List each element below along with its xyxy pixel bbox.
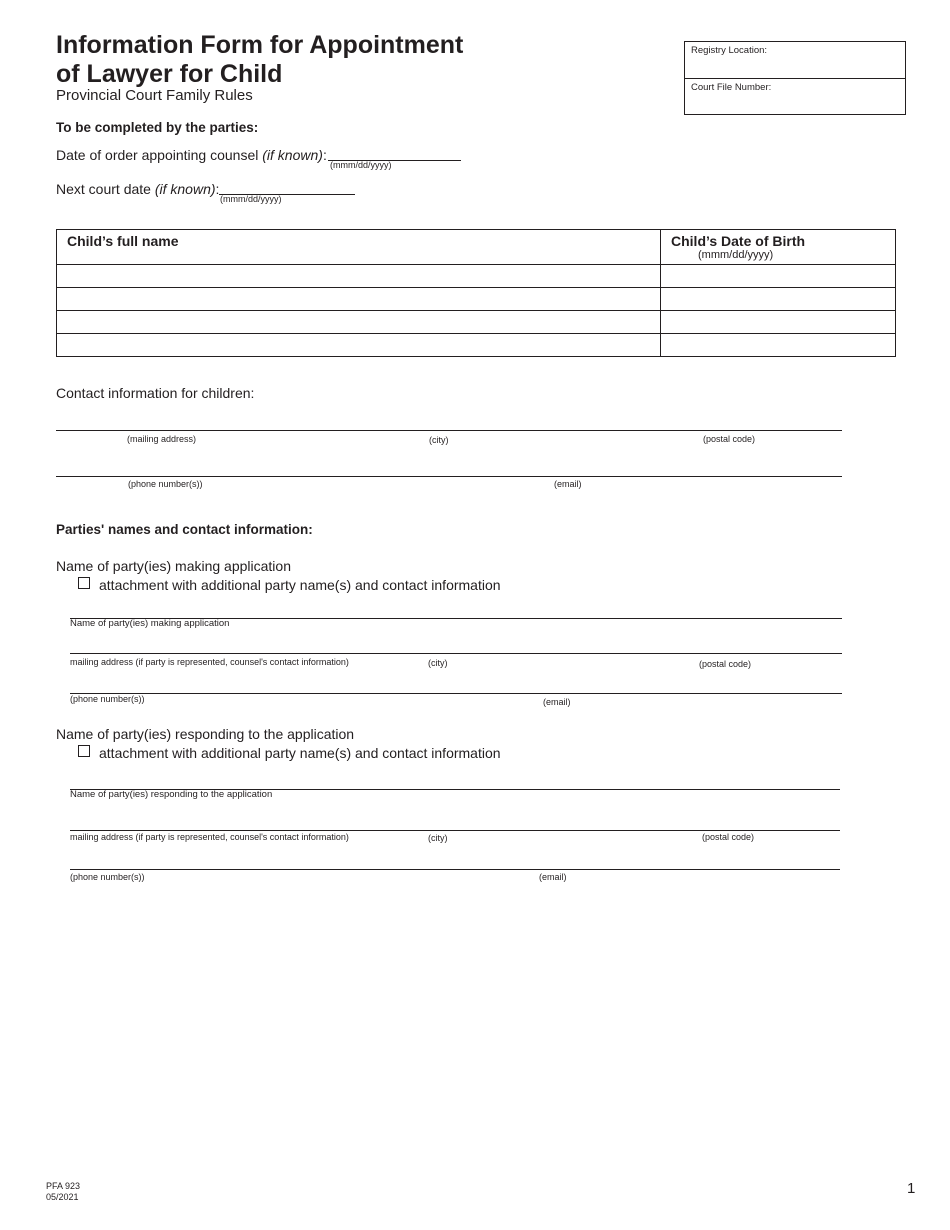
applicant-mailing-address-label: mailing address (if party is represented, counsel's contact information) <box>70 657 349 667</box>
order-date-label <box>56 147 327 163</box>
child-name-cell[interactable] <box>57 334 661 357</box>
respondent-phone-label: (phone number(s)) <box>70 872 145 882</box>
court-file-number-label: Court File Number: <box>691 82 772 93</box>
form-date: 05/2021 <box>46 1192 79 1202</box>
title-line-1: Information Form for Appointment <box>56 31 464 59</box>
registry-location-field[interactable] <box>685 42 905 79</box>
next-court-date-format-hint: (mmm/dd/yyyy) <box>220 194 282 204</box>
order-date-label-italic: (if known) <box>262 147 323 163</box>
children-contact-heading: Contact information for children: <box>56 385 255 401</box>
page-title <box>56 31 463 89</box>
children-postal-code-label: (postal code) <box>703 434 756 444</box>
applicant-phone-label: (phone number(s)) <box>70 694 145 704</box>
order-date-label-colon: : <box>322 147 327 163</box>
child-dob-header-text: Child’s Date of Birth <box>671 233 806 249</box>
child-name-header <box>57 230 661 265</box>
applicant-postal-code-label: (postal code) <box>699 659 752 669</box>
next-court-date-label-colon: : <box>215 181 220 197</box>
respondent-phone-email-input[interactable] <box>70 869 840 870</box>
page-number: 1 <box>907 1180 916 1197</box>
children-table-header <box>57 230 896 265</box>
child-name-header-text: Child’s full name <box>67 233 179 249</box>
table-row <box>57 288 896 311</box>
applicant-name-field-label: Name of party(ies) making application <box>70 618 230 629</box>
applicant-phone-email-input[interactable] <box>70 693 842 694</box>
respondent-email-label: (email) <box>539 872 567 882</box>
children-table <box>56 229 896 357</box>
children-phone-email-input[interactable] <box>56 476 842 477</box>
child-dob-cell[interactable] <box>661 334 896 357</box>
child-dob-format-hint: (mmm/dd/yyyy) <box>698 249 774 261</box>
registry-box <box>684 41 906 115</box>
applicant-city-label: (city) <box>428 658 448 668</box>
next-court-date-label <box>56 181 219 197</box>
children-email-label: (email) <box>554 479 582 489</box>
respondent-mailing-address-label: mailing address (if party is represented, counsel's contact information) <box>70 832 349 842</box>
child-name-cell[interactable] <box>57 288 661 311</box>
child-dob-header <box>661 230 896 265</box>
parties-completion-heading: To be completed by the parties: <box>56 120 259 135</box>
form-code: PFA 923 <box>46 1181 81 1191</box>
children-phone-label: (phone number(s)) <box>128 479 203 489</box>
page-subtitle: Provincial Court Family Rules <box>56 87 253 104</box>
parties-contact-heading: Parties' names and contact information: <box>56 522 313 537</box>
child-name-cell[interactable] <box>57 265 661 288</box>
respondent-city-label: (city) <box>428 833 448 843</box>
respondent-attachment-checkbox[interactable] <box>78 745 90 757</box>
registry-location-label: Registry Location: <box>691 45 768 56</box>
applicant-email-label: (email) <box>543 697 571 707</box>
child-dob-cell[interactable] <box>661 288 896 311</box>
form-footer <box>46 1181 80 1203</box>
applicant-attachment-label: attachment with additional party name(s) and contact information <box>99 577 501 593</box>
children-address-input[interactable] <box>56 430 842 431</box>
child-dob-cell[interactable] <box>661 265 896 288</box>
respondent-label: Name of party(ies) responding to the application <box>56 726 355 742</box>
order-date-label-text: Date of order appointing counsel <box>56 147 263 163</box>
respondent-postal-code-label: (postal code) <box>702 832 755 842</box>
table-row <box>57 311 896 334</box>
table-row <box>57 334 896 357</box>
child-dob-cell[interactable] <box>661 311 896 334</box>
children-city-label: (city) <box>429 435 449 445</box>
child-name-cell[interactable] <box>57 311 661 334</box>
court-file-number-field[interactable] <box>685 79 905 116</box>
applicant-label: Name of party(ies) making application <box>56 558 291 574</box>
order-date-format-hint: (mmm/dd/yyyy) <box>330 160 392 170</box>
respondent-attachment-label: attachment with additional party name(s) and contact information <box>99 745 501 761</box>
children-mailing-address-label: (mailing address) <box>127 434 197 444</box>
next-court-date-label-text: Next court date <box>56 181 155 197</box>
applicant-attachment-checkbox[interactable] <box>78 577 90 589</box>
respondent-name-field-label: Name of party(ies) responding to the application <box>70 789 273 800</box>
title-line-2: of Lawyer for Child <box>56 60 283 88</box>
next-court-date-label-italic: (if known) <box>154 181 216 197</box>
applicant-address-input[interactable] <box>70 653 842 654</box>
table-row <box>57 265 896 288</box>
respondent-address-input[interactable] <box>70 830 840 831</box>
